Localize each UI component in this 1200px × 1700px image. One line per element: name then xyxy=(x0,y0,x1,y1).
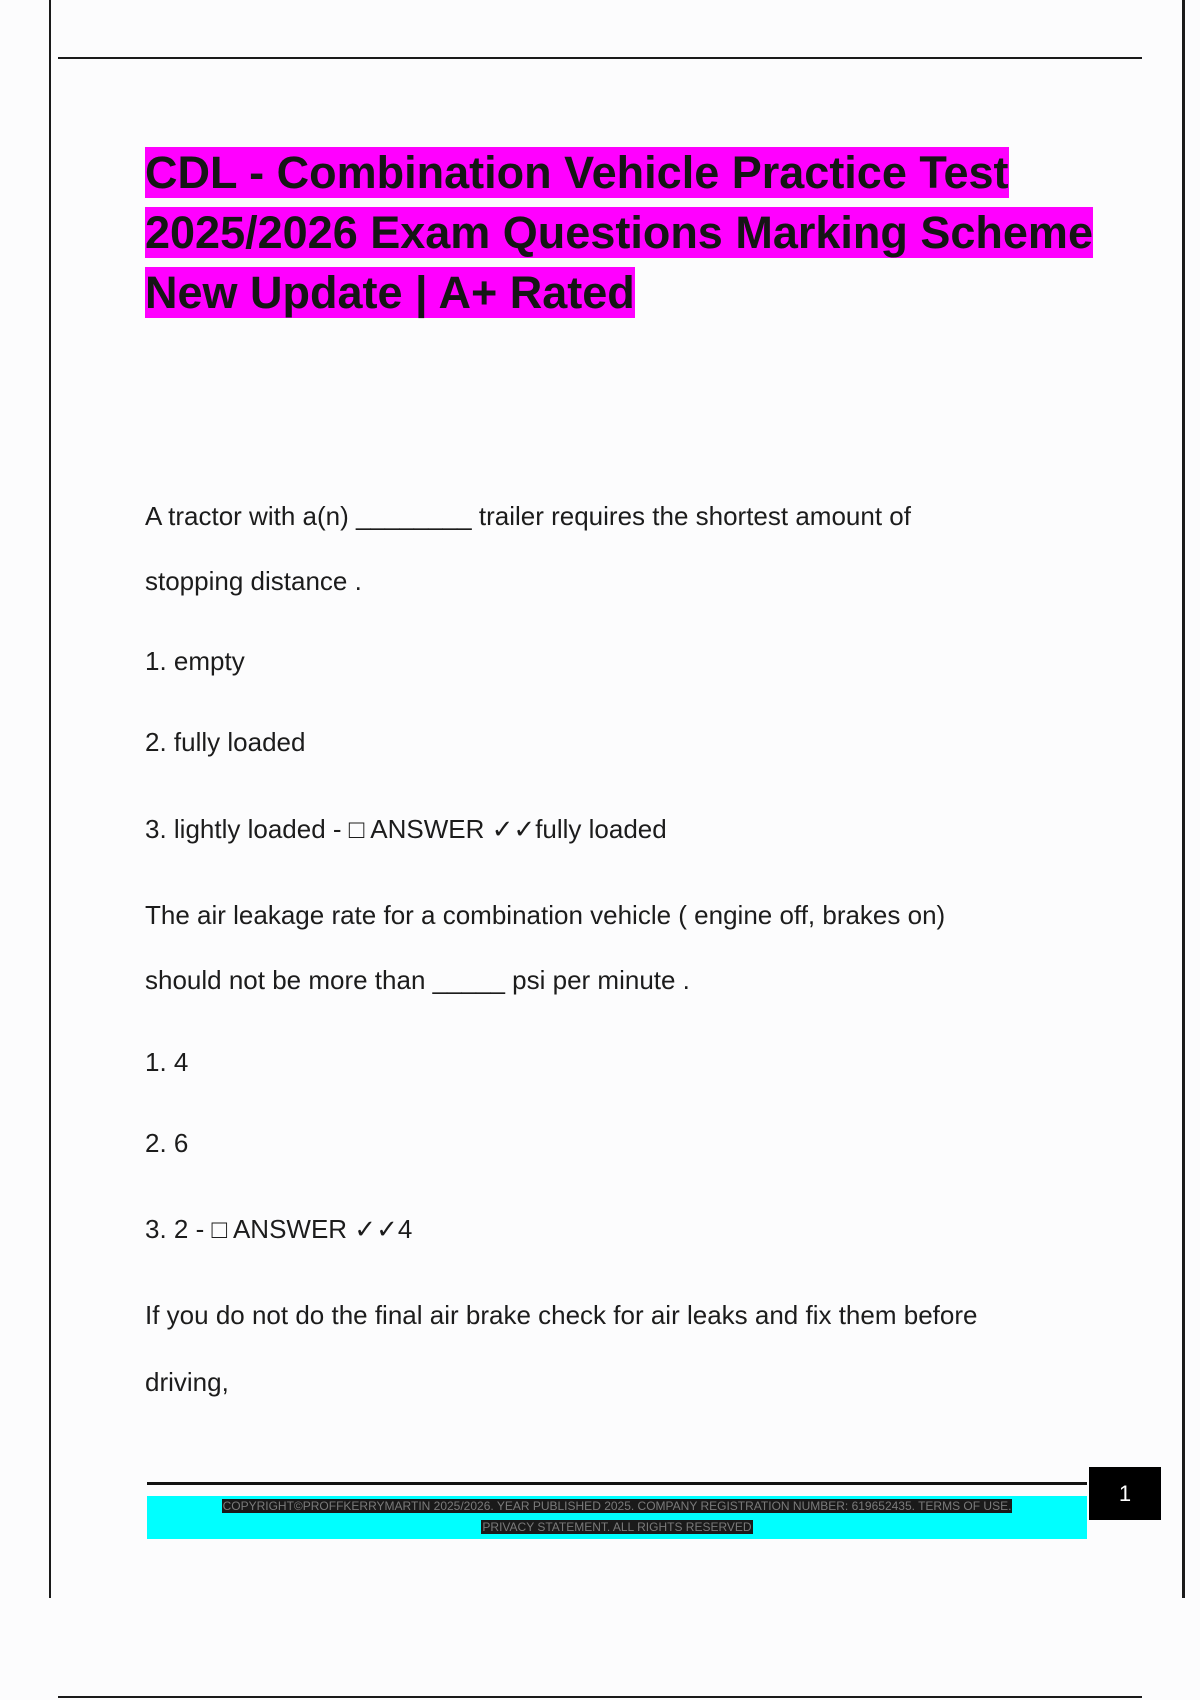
header-rule xyxy=(58,57,1142,59)
question-2-prompt-line2: should not be more than _____ psi per minute . xyxy=(145,965,690,995)
question-1-option-3-answer: 3. lightly loaded - □ ANSWER ✓✓fully loaded xyxy=(145,814,667,844)
question-1-option-1: 1. empty xyxy=(145,646,245,676)
question-3-prompt-line1: If you do not do the final air brake check for air leaks and fix them before xyxy=(145,1300,978,1330)
document-title-text: CDL - Combination Vehicle Practice Test 2025/2026 Exam Questions Marking Scheme New Update | A+ Rated xyxy=(145,147,1093,318)
question-2-option-2: 2. 6 xyxy=(145,1128,189,1158)
question-1-prompt-line2: stopping distance . xyxy=(145,566,362,596)
question-1-prompt-line1: A tractor with a(n) ________ trailer requires the shortest amount of xyxy=(145,501,911,531)
page-border-right xyxy=(1182,0,1185,1598)
question-2-option-3-answer: 3. 2 - □ ANSWER ✓✓4 xyxy=(145,1214,413,1244)
page-border-left xyxy=(49,0,51,1598)
page-number-badge: 1 xyxy=(1089,1467,1161,1520)
question-2-prompt-line1: The air leakage rate for a combination vehicle ( engine off, brakes on) xyxy=(145,900,946,930)
bottom-rule xyxy=(58,1696,1142,1698)
copyright-footer xyxy=(147,1496,1087,1539)
footer-rule xyxy=(147,1482,1087,1485)
question-2-option-1: 1. 4 xyxy=(145,1047,189,1077)
copyright-line-1: COPYRIGHT©PROFFKERRYMARTIN 2025/2026. YEAR PUBLISHED 2025. COMPANY REGISTRATION NUMBER: 619652435. TERMS OF USE. xyxy=(222,1499,1012,1513)
document-title xyxy=(145,143,1105,323)
question-3-prompt-line2: driving, xyxy=(145,1367,229,1397)
copyright-line-2: PRIVACY STATEMENT. ALL RIGHTS RESERVED xyxy=(482,1520,752,1534)
question-1-option-2: 2. fully loaded xyxy=(145,727,306,757)
